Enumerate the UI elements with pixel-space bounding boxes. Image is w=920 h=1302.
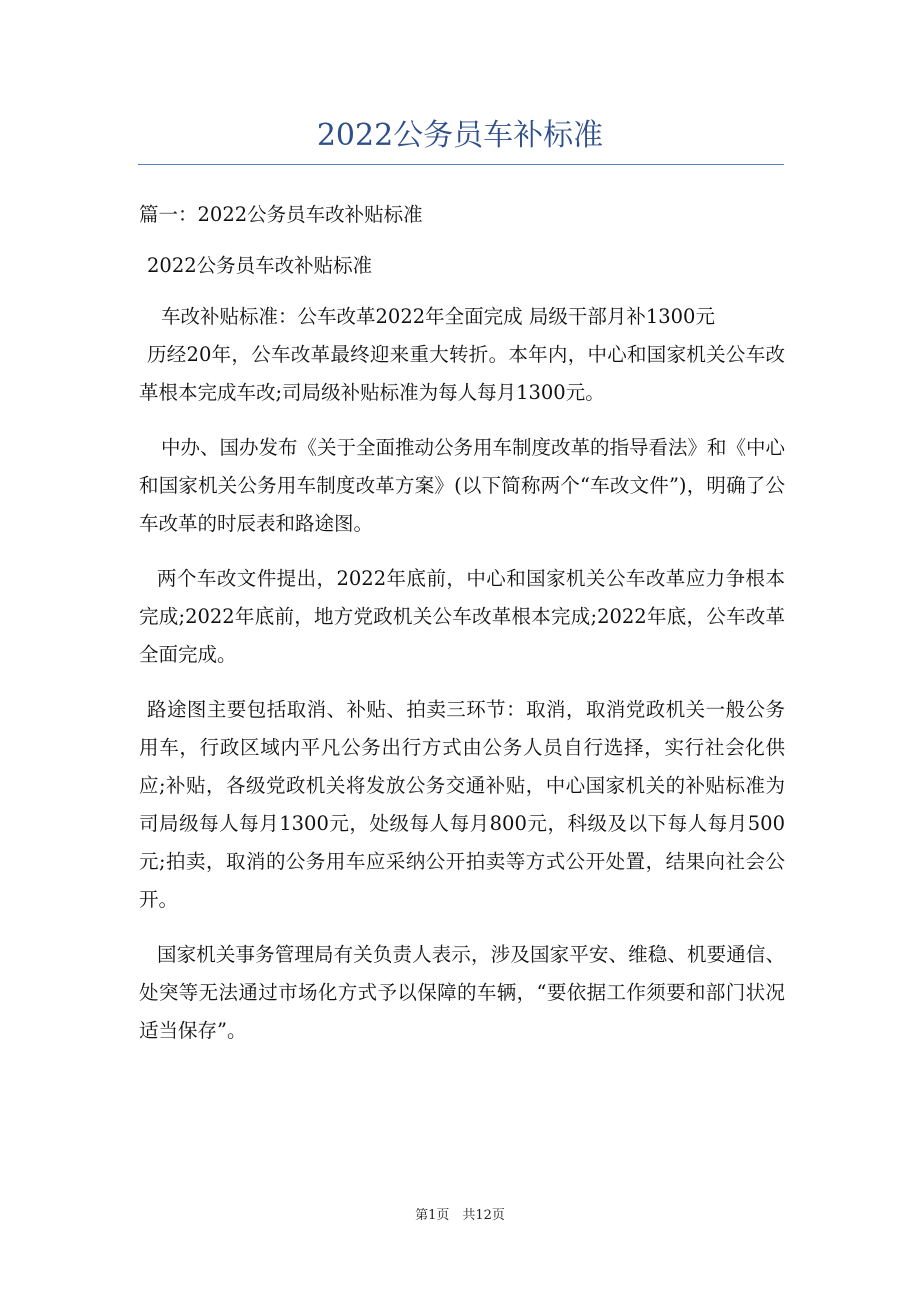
paragraph: 两个车改文件提出，2022年底前，中心和国家机关公车改革应力争根本完成;2022年底前，地方党政机关公车改革根本完成;2022年底，公车改革全面完成。 (139, 567, 785, 666)
document-title: 2022公务员车补标准 (316, 118, 604, 153)
page-footer: 第1页 共12页 (415, 1208, 505, 1223)
title-underline (138, 164, 784, 165)
subheading: 2022公务员车改补贴标准 (147, 254, 373, 277)
section-heading: 篇一：2022公务员车改补贴标准 (139, 203, 423, 226)
paragraph: 历经20年，公车改革最终迎来重大转折。本年内，中心和国家机关公车改革根本完成车改;司局级补贴标准为每人每月1300元。 (139, 343, 785, 404)
document-body (139, 196, 785, 1050)
paragraph-lead: 车改补贴标准：公车改革2022年全面完成 局级干部月补1300元 (161, 305, 715, 328)
paragraph: 路途图主要包括取消、补贴、拍卖三环节：取消，取消党政机关一般公务用车，行政区域内平凡公务出行方式由公务人员自行选择，实行社会化供应;补贴，各级党政机关将发放公务交通补贴，中心国家机关的补贴标准为司局级每人每月1300元，处级每人每月800元，科级及以下每人每月500元;拍卖，取消的公务用车应采纳公开拍卖等方式公开处置，结果向社会公开。 (139, 698, 785, 911)
paragraph: 中办、国办发布《关于全面推动公务用车制度改革的指导看法》和《中心和国家机关公务用车制度改革方案》(以下简称两个“车改文件”)，明确了公车改革的时辰表和路途图。 (139, 436, 786, 535)
paragraph: 国家机关事务管理局有关负责人表示，涉及国家平安、维稳、机要通信、处突等无法通过市场化方式予以保障的车辆，“要依据工作须要和部门状况适当保存”。 (139, 943, 785, 1042)
